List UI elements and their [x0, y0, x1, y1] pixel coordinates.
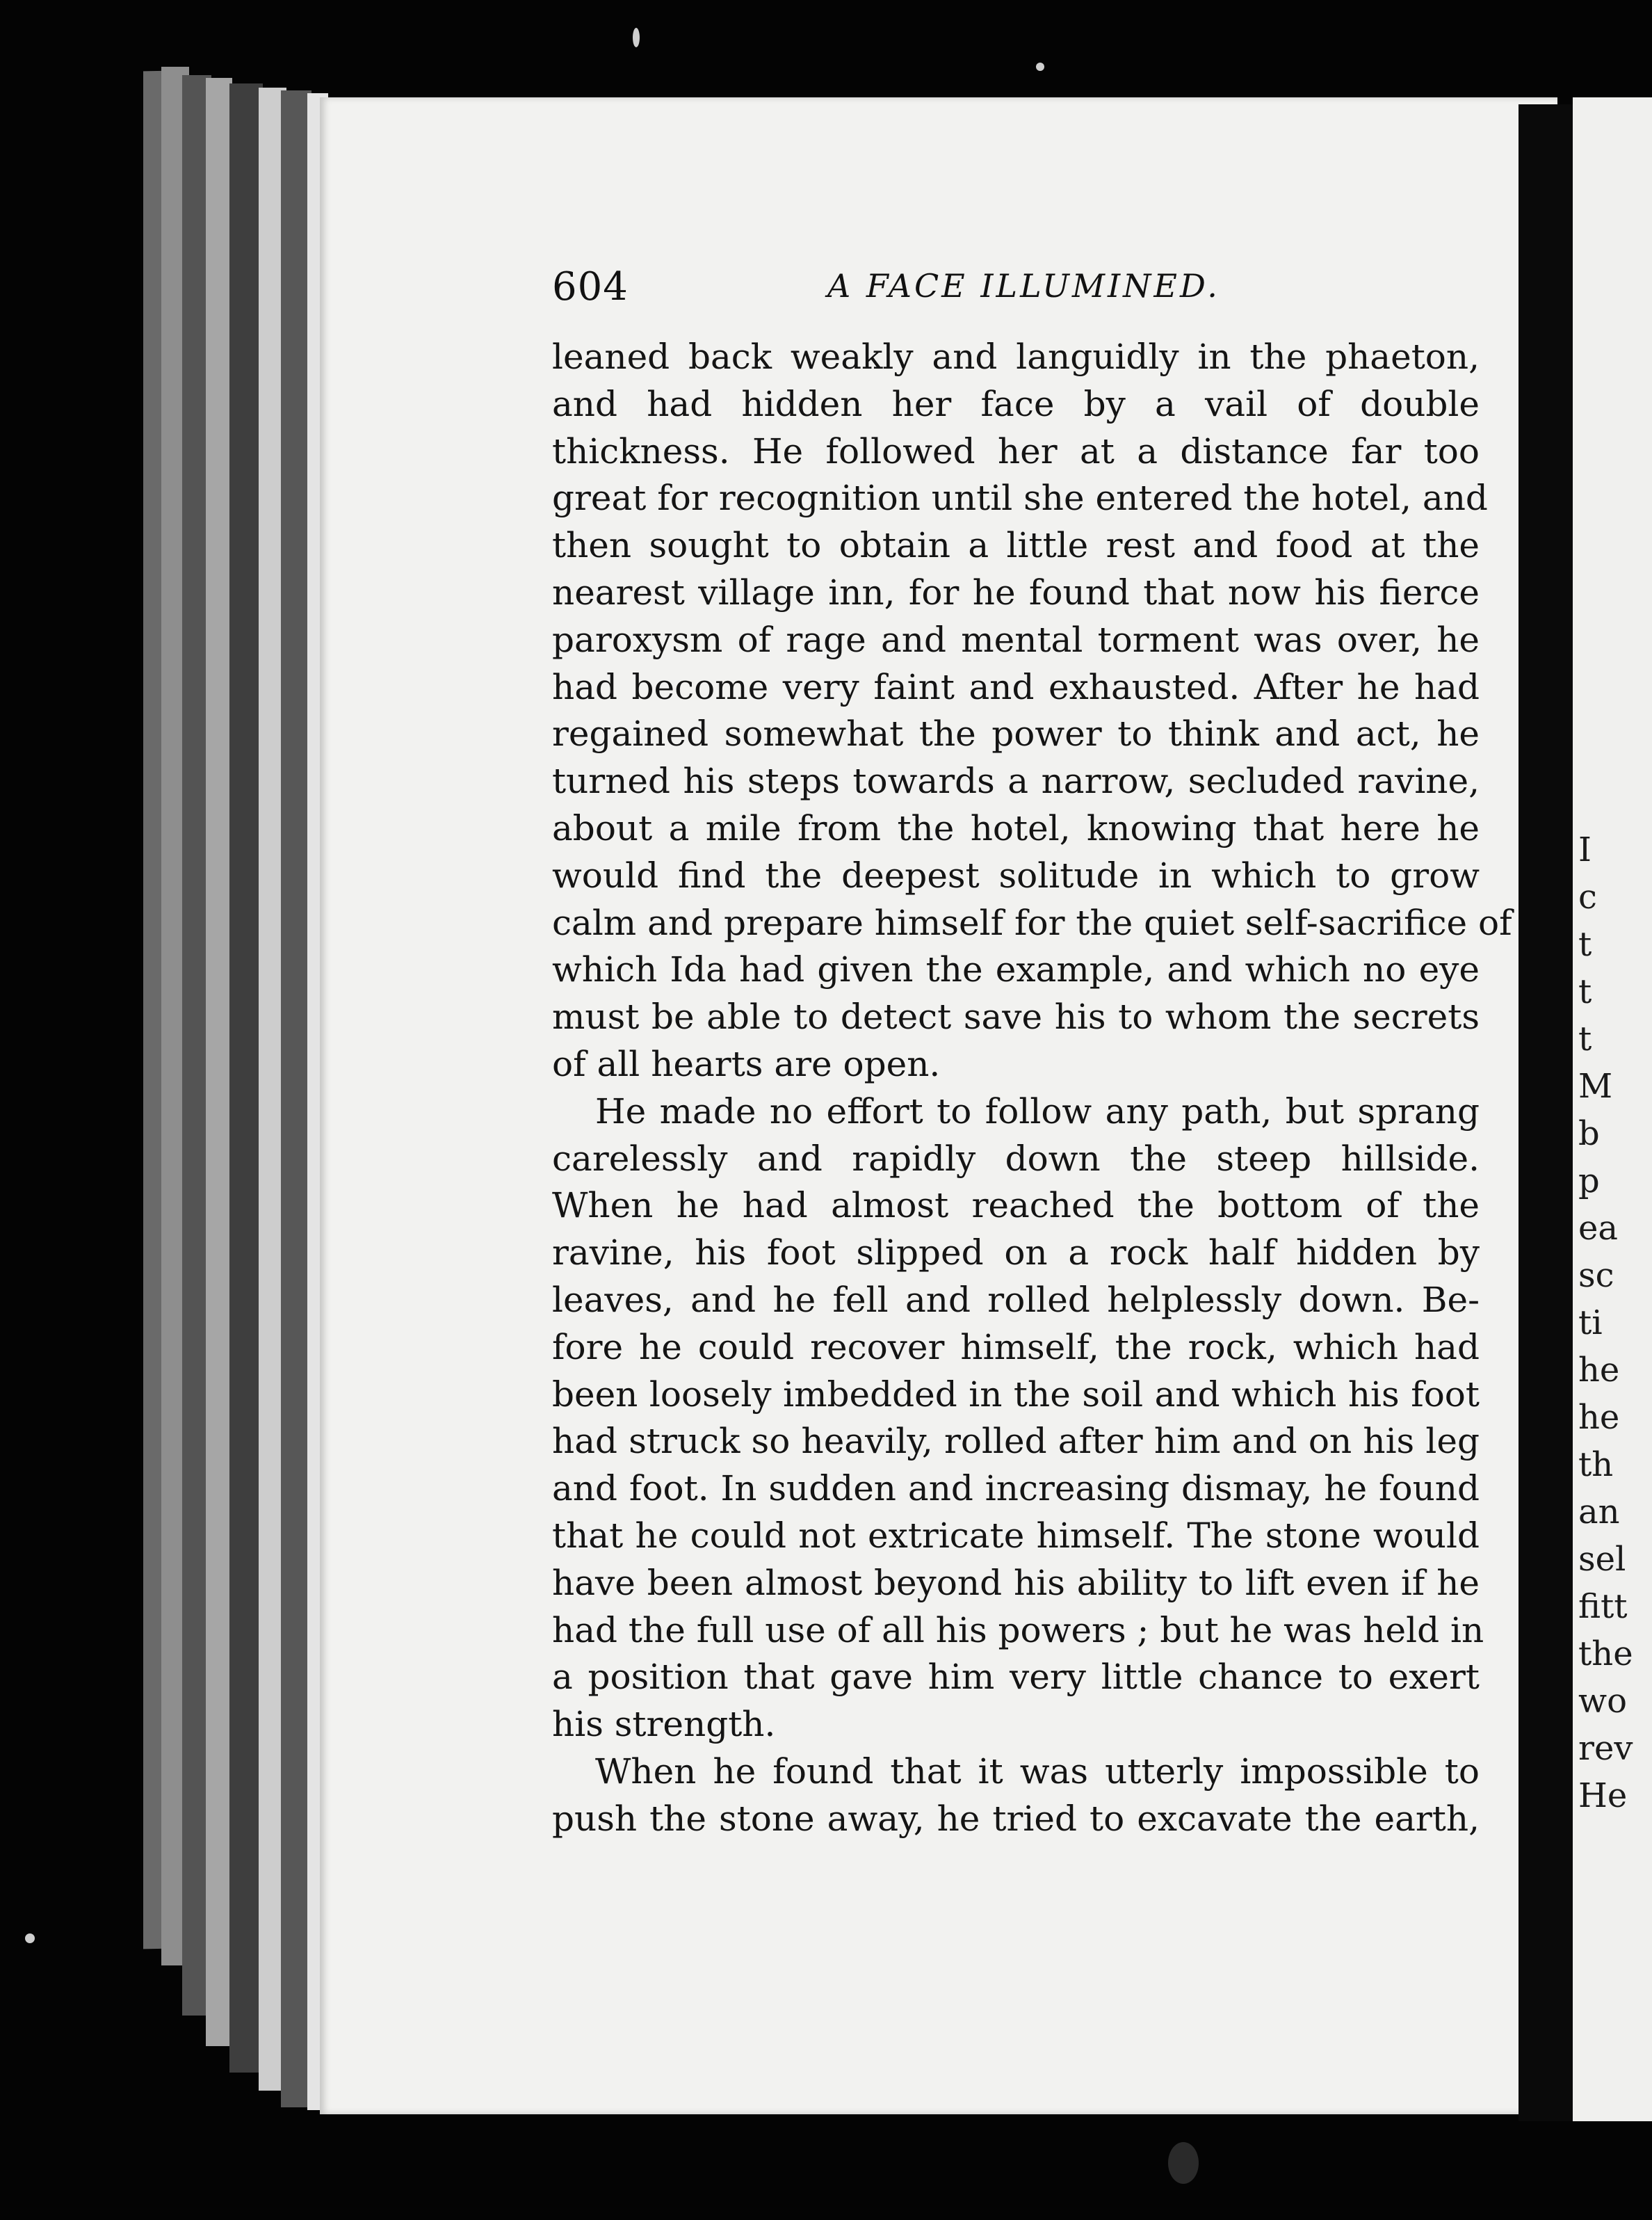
body-text — [552, 334, 1512, 1843]
facing-page-text: p — [1578, 1161, 1600, 1200]
text-line: push the stone away, he tried to excavate the earth, — [552, 1798, 1480, 1839]
facing-page-text: sc — [1578, 1256, 1614, 1295]
facing-page-text: b — [1578, 1114, 1600, 1153]
text-line: ravine, his foot slipped on a rock half hidden by — [552, 1232, 1480, 1273]
text-line: had the full use of all his powers ; but he was held in — [552, 1609, 1484, 1650]
text-line: had struck so heavily, rolled after him and on his leg — [552, 1421, 1480, 1462]
text-line: had become very faint and exhausted. After he had — [552, 666, 1480, 707]
text-line: would find the deepest solitude in which to grow — [552, 855, 1480, 896]
facing-page-text: he — [1578, 1398, 1620, 1437]
facing-page-text: t — [1578, 925, 1592, 964]
text-line: carelessly and rapidly down the steep hillside. — [552, 1138, 1480, 1179]
text-line: been loosely imbedded in the soil and which his foot — [552, 1374, 1480, 1415]
text-line: When he found that it was utterly impossible to — [595, 1751, 1480, 1792]
text-line: paroxysm of rage and mental torment was over, he — [552, 619, 1480, 660]
facing-page-text: t — [1578, 1020, 1592, 1059]
text-line: turned his steps towards a narrow, secluded ravine, — [552, 761, 1480, 802]
text-line: about a mile from the hotel, knowing that here he — [552, 807, 1480, 848]
facing-page-text: ea — [1578, 1209, 1619, 1248]
text-line: When he had almost reached the bottom of the — [552, 1185, 1480, 1226]
facing-page-text: c — [1578, 878, 1597, 917]
text-line: calm and prepare himself for the quiet self-sacrifice of — [552, 902, 1512, 943]
text-line: that he could not extricate himself. The stone would — [552, 1515, 1480, 1556]
page-edge — [206, 78, 232, 2046]
facing-page-text: fitt — [1578, 1587, 1628, 1626]
scan-speck — [633, 28, 640, 47]
text-line: his strength. — [552, 1704, 776, 1745]
page-edge — [229, 83, 263, 2073]
facing-page-text: I — [1578, 830, 1592, 869]
facing-page-text: an — [1578, 1493, 1620, 1531]
text-line: must be able to detect save his to whom the secrets — [552, 997, 1480, 1038]
facing-page-text: t — [1578, 972, 1592, 1011]
facing-page-text: He — [1578, 1776, 1628, 1815]
text-line: and had hidden her face by a vail of double — [552, 383, 1480, 424]
text-line: leaves, and he fell and rolled helplessly down. Be- — [552, 1279, 1480, 1320]
text-line: He made no effort to follow any path, but sprang — [595, 1091, 1480, 1132]
text-line: regained somewhat the power to think and act, he — [552, 714, 1480, 755]
text-line: fore he could recover himself, the rock, which had — [552, 1326, 1480, 1367]
facing-page-text: M — [1578, 1067, 1613, 1106]
facing-page-text: rev — [1578, 1729, 1633, 1768]
text-line: thickness. He followed her at a distance far too — [552, 431, 1480, 472]
facing-page-text: the — [1578, 1634, 1633, 1673]
running-head: A FACE ILLUMINED. — [827, 267, 1220, 305]
text-line: which Ida had given the example, and which no eye — [552, 949, 1480, 990]
scan-speck — [25, 1933, 35, 1943]
book-gutter — [1519, 104, 1574, 2121]
page-number: 604 — [552, 264, 629, 309]
text-line: have been almost beyond his ability to lift even if he — [552, 1562, 1480, 1603]
facing-page-text: he — [1578, 1351, 1620, 1390]
facing-page-text: sel — [1578, 1540, 1626, 1579]
facing-page-fragment — [1573, 97, 1652, 2121]
text-line: then sought to obtain a little rest and food at the — [552, 525, 1480, 566]
facing-page-text: ti — [1578, 1303, 1603, 1342]
text-line: leaned back weakly and languidly in the phaeton, — [552, 337, 1480, 377]
text-line: a position that gave him very little chance to exert — [552, 1657, 1480, 1698]
scan-speck — [1168, 2142, 1199, 2184]
scan-speck — [1036, 63, 1044, 71]
text-line: and foot. In sudden and increasing dismay, he found — [552, 1468, 1480, 1509]
facing-page-text: wo — [1578, 1682, 1627, 1721]
facing-page-text: th — [1578, 1445, 1614, 1484]
text-line: of all hearts are open. — [552, 1043, 941, 1084]
text-line: great for recognition until she entered the hotel, and — [552, 478, 1488, 519]
text-line: nearest village inn, for he found that now his fierce — [552, 572, 1480, 613]
